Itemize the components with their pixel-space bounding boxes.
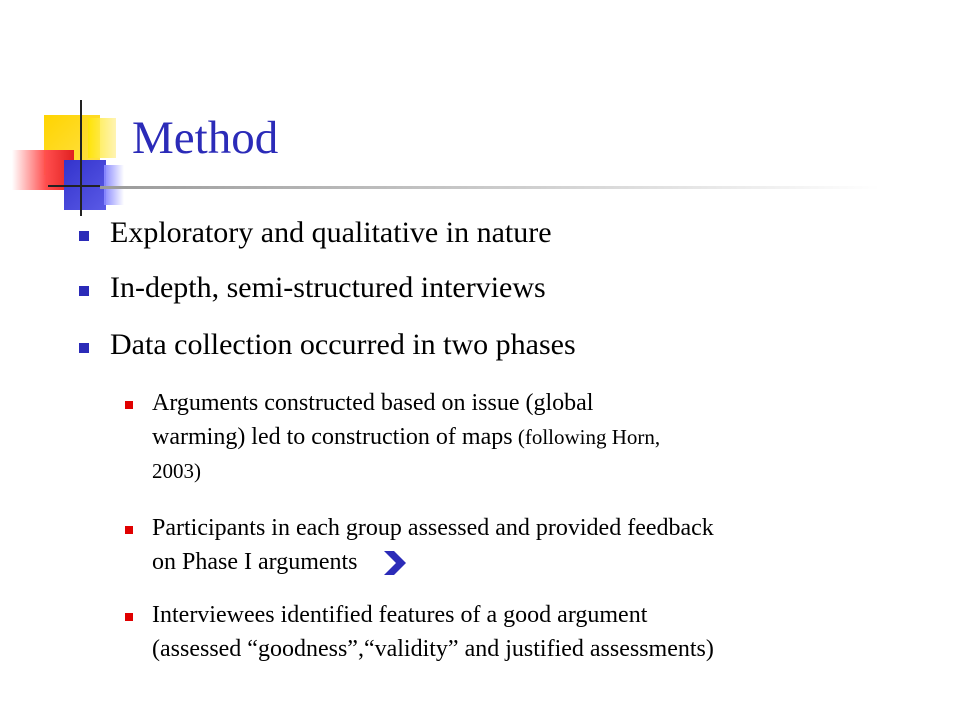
subbullet-line: Participants in each group assessed and provided feedback bbox=[152, 515, 714, 541]
subbullet-square-icon bbox=[125, 613, 133, 621]
bullet-square-icon bbox=[79, 231, 89, 241]
title-underline bbox=[100, 186, 880, 189]
subbullet-line-text: on Phase I arguments bbox=[152, 549, 358, 575]
chevron-right-icon[interactable] bbox=[382, 549, 408, 577]
subbullet-text bbox=[152, 386, 912, 488]
bullet-square-icon bbox=[79, 343, 89, 353]
logo-blue-glow bbox=[104, 165, 124, 205]
subbullet-line-main: warming) led to construction of maps bbox=[152, 424, 513, 450]
subbullet-line bbox=[152, 545, 912, 579]
slide-title: Method bbox=[132, 112, 279, 164]
subbullet-square-icon bbox=[125, 401, 133, 409]
bullet-text: Exploratory and qualitative in nature bbox=[110, 216, 552, 249]
citation-text: 2003) bbox=[152, 459, 201, 483]
subbullet-line: Arguments constructed based on issue (global bbox=[152, 390, 594, 416]
logo-yellow-glow bbox=[88, 118, 116, 158]
subbullet-text bbox=[152, 511, 912, 579]
bullet-text: Data collection occurred in two phases bbox=[110, 328, 576, 361]
subbullet-line: (assessed “goodness”,“validity” and justified assessments) bbox=[152, 636, 714, 662]
citation-text: (following Horn, bbox=[512, 425, 661, 449]
bullet-square-icon bbox=[79, 286, 89, 296]
subbullet-line bbox=[152, 420, 912, 454]
subbullet-text bbox=[152, 598, 912, 666]
logo-horizontal-line bbox=[48, 185, 100, 187]
subbullet-line: Interviewees identified features of a good argument bbox=[152, 602, 648, 628]
logo-vertical-line bbox=[80, 100, 82, 216]
bullet-text: In-depth, semi-structured interviews bbox=[110, 271, 546, 304]
subbullet-square-icon bbox=[125, 526, 133, 534]
